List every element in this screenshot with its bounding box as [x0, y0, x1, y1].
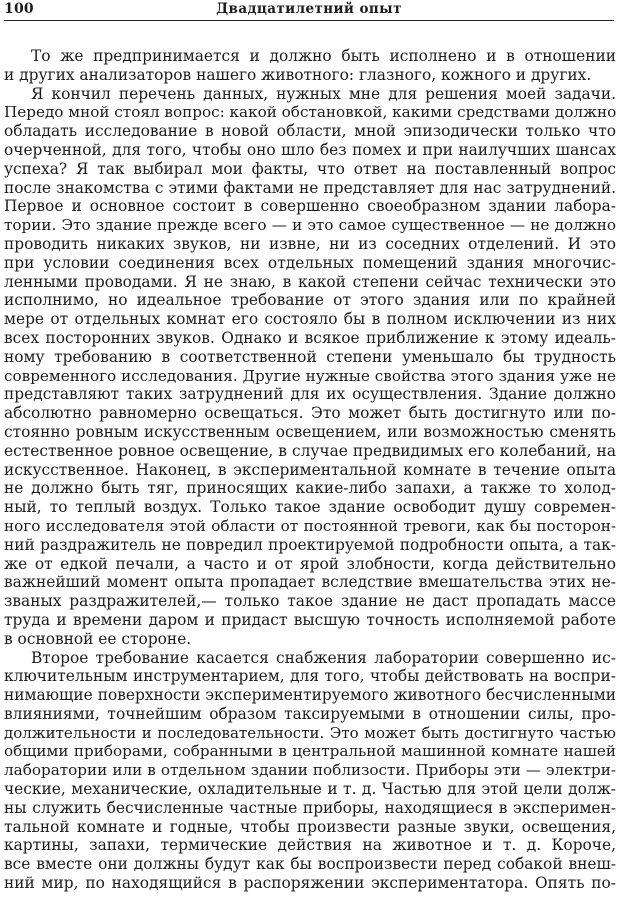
text-line: успеха? Я так выбирал мои факты, что ответ на поставленный вопрос — [4, 159, 616, 178]
text-line: ного исследователя этой области от постоянной тревоги, как бы посторон- — [4, 516, 616, 535]
text-line: лаборатории или в отдельном здании поблизости. Приборы эти — электри- — [4, 761, 616, 780]
text-line: и других анализаторов нашего животного: глазного, кожного и других. — [4, 65, 592, 84]
text-line: нимающие поверхности экспериментируемого животного бесчисленными — [4, 686, 616, 705]
text-line: ному требованию в соответственной степени уменьшало бы трудность — [4, 347, 616, 366]
text-line: в основной ее стороне. — [4, 629, 192, 648]
text-line: общими приборами, собранными в центральной машинной комнате нашей — [4, 742, 616, 761]
text-line: должительности и последовательности. Это может быть достигнуто частью — [4, 723, 616, 742]
text-line: ний мир, по находящийся в распоряжении экспериментатора. Опять по- — [4, 874, 616, 893]
text-line: всех посторонних звуков. Однако и всякое приближение к этому идеаль- — [4, 328, 616, 347]
text-line: при условии соединения всех отдельных помещений здания многочис- — [4, 253, 616, 272]
text-line: естественное ровное освещение, в случае предвидимых его колебаний, на — [4, 441, 616, 460]
text-line: же от едкой печали, а часто и от ярой злобности, когда действительно — [4, 554, 616, 573]
paragraph-start-line: Второе требование касается снабжения лаборатории совершенно ис- — [31, 648, 616, 667]
text-line: картины, запахи, термические действия на животное и т. д. Короче, — [4, 836, 616, 855]
text-line: искусственное. Наконец, в экспериментальной комнате в течение опыта — [4, 460, 616, 479]
text-line: ный, то теплый воздух. Только такое здание освободит душу современ- — [4, 498, 616, 517]
paragraph-start-line: Я кончил перечень данных, нужных мне для решения моей задачи. — [31, 84, 616, 103]
text-line: ний раздражитель не повредил проектируемой подробности опыта, а так- — [4, 535, 616, 554]
text-line: влияниями, точнейшим образом таксируемыми в отношении силы, про- — [4, 704, 616, 723]
text-line: ленными проводами. Я не знаю, в какой степени сейчас технически это — [4, 272, 616, 291]
text-line: после знакомства с этими фактами не представляет для нас затруднений. — [4, 178, 616, 197]
text-line: ны служить бесчисленные частные приборы, находящиеся в эксперимен- — [4, 798, 616, 817]
text-line: все вместе они должны будут как бы воспроизвести перед собакой внеш- — [4, 855, 616, 874]
text-line: современного исследования. Другие нужные свойства этого здания уже не — [4, 366, 616, 385]
text-line: мере от отдельных комнат его состояло бы в полном исключении из них — [4, 310, 616, 329]
text-line: абсолютно равномерно освещаться. Это может быть достигнуто или по- — [4, 404, 616, 423]
paragraph-start-line: То же предпринимается и должно быть исполнено и в отношении — [31, 47, 616, 65]
text-line: стоянно ровным искусственным освещением, или возможностью сменять — [4, 422, 616, 441]
text-line: очерченной, для того, чтобы оно шло без помех и при наилучших шансах — [4, 140, 616, 159]
text-line: обладать исследование в новой области, мной эпизодически только что — [4, 122, 616, 141]
text-line: Передо мной стоял вопрос: какой обстановкой, какими средствами должно — [4, 103, 616, 122]
text-line: Первое и основное состоит в совершенно своеобразном здании лабора- — [4, 197, 616, 216]
text-line: ключительным инструментарием, для того, чтобы действовать на воспри- — [4, 667, 616, 686]
body-text — [4, 47, 616, 893]
running-header — [4, 0, 614, 21]
text-line: важнейший момент опыта пропадает вследствие вмешательства этих не- — [4, 573, 616, 592]
page-number: 100 — [4, 1, 34, 17]
text-line: тальной комнате и годные, чтобы произвести разные звуки, освещения, — [4, 817, 616, 836]
running-title: Двадцатилетний опыт — [216, 1, 402, 17]
text-line: ческие, механические, охладительные и т. д. Частью для этой цели долж- — [4, 780, 616, 799]
text-line: не должно быть тяг, приносящих какие-либо запахи, а также то холод- — [4, 479, 616, 498]
text-line: представляют таких затруднений для их осуществления. Здание должно — [4, 385, 616, 404]
text-line: исполнимо, но идеальное требование от этого здания или по крайней — [4, 291, 616, 310]
text-line: проводить никаких звуков, ни извне, ни из соседних отделений. И это — [4, 234, 616, 253]
text-line: званых раздражителей,— только такое здание не даст пропадать массе — [4, 592, 616, 611]
text-line: труда и времени даром и придаст высшую точность исполняемой работе — [4, 610, 616, 629]
text-line: тории. Это здание прежде всего — и это самое существенное — не должно — [4, 216, 616, 235]
